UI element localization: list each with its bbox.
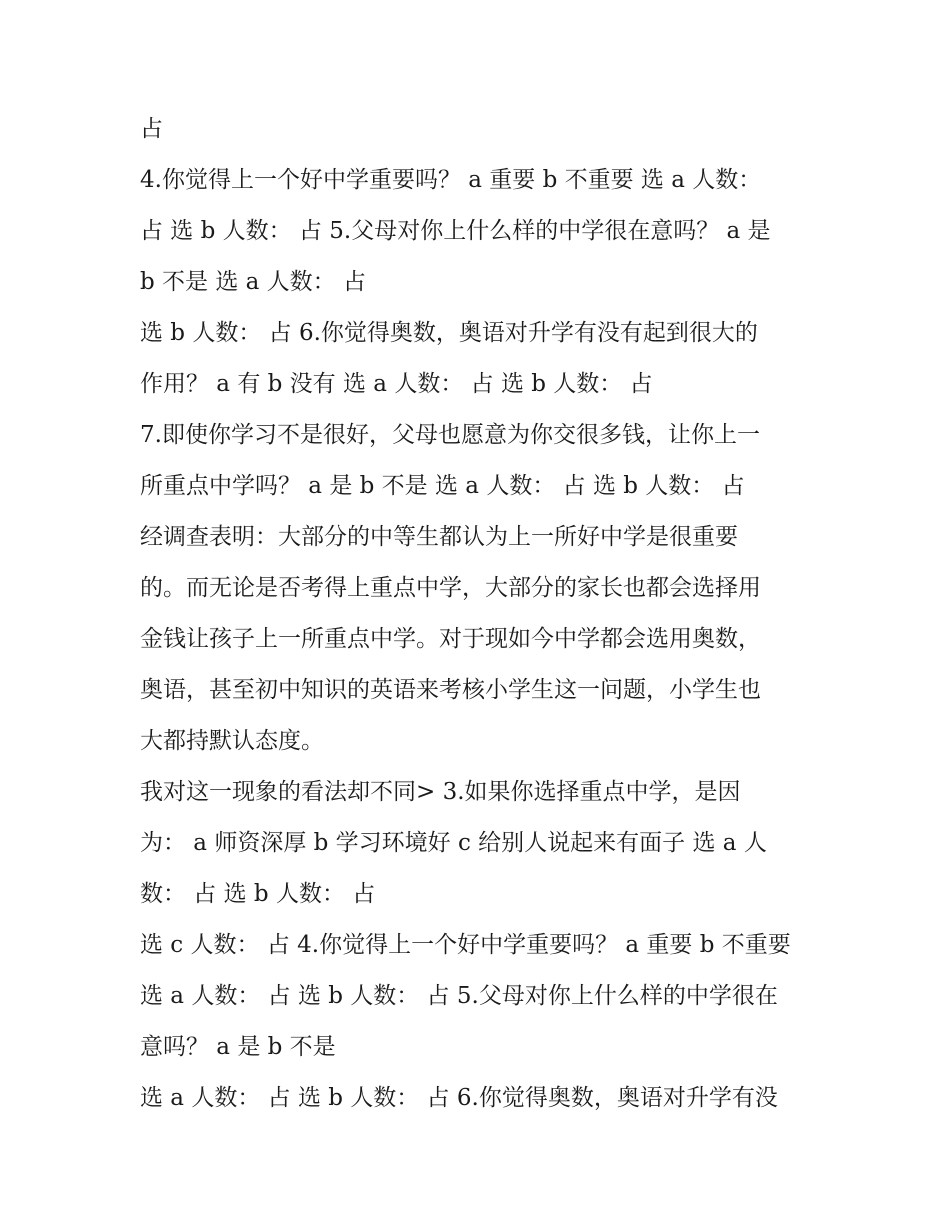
text-line-13: 大都持默认态度。 <box>140 728 324 754</box>
text-line-6: 作用？ a 有 b 没有 选 a 人数： 占 选 b 人数： 占 <box>140 371 653 397</box>
text-line-11: 金钱让孩子上一所重点中学。对于现如今中学都会选用奥数， <box>140 626 761 652</box>
text-line-17: 选 c 人数： 占 4.你觉得上一个好中学重要吗？ a 重要 b 不重要 <box>140 932 791 958</box>
text-line-20: 选 a 人数： 占 选 b 人数： 占 6.你觉得奥数，奥语对升学有没 <box>140 1085 778 1111</box>
text-line-5: 选 b 人数： 占 6.你觉得奥数，奥语对升学有没有起到很大的 <box>140 320 758 346</box>
text-line-1: 占 <box>140 116 163 142</box>
text-line-16: 数： 占 选 b 人数： 占 <box>140 881 376 907</box>
text-line-7: 7.即使你学习不是很好，父母也愿意为你交很多钱，让你上一 <box>140 422 760 448</box>
text-line-9: 经调查表明：大部分的中等生都认为上一所好中学是很重要 <box>140 524 738 550</box>
document-body <box>140 104 830 1124</box>
text-line-4: b 不是 选 a 人数： 占 <box>140 269 366 295</box>
text-line-8: 所重点中学吗？ a 是 b 不是 选 a 人数： 占 选 b 人数： 占 <box>140 473 745 499</box>
text-line-12: 奥语，甚至初中知识的英语来考核小学生这一问题，小学生也 <box>140 677 761 703</box>
text-line-18: 选 a 人数： 占 选 b 人数： 占 5.父母对你上什么样的中学很在 <box>140 983 778 1009</box>
text-line-19: 意吗？ a 是 b 不是 <box>140 1034 336 1060</box>
text-line-14: 我对这一现象的看法却不同> 3.如果你选择重点中学，是因 <box>140 779 741 805</box>
text-line-10: 的。而无论是否考得上重点中学，大部分的家长也都会选择用 <box>140 575 761 601</box>
text-line-15: 为： a 师资深厚 b 学习环境好 c 给别人说起来有面子 选 a 人 <box>140 830 767 856</box>
text-line-2: 4.你觉得上一个好中学重要吗？ a 重要 b 不重要 选 a 人数： <box>140 167 762 193</box>
text-line-3: 占 选 b 人数： 占 5.父母对你上什么样的中学很在意吗？ a 是 <box>140 218 771 244</box>
